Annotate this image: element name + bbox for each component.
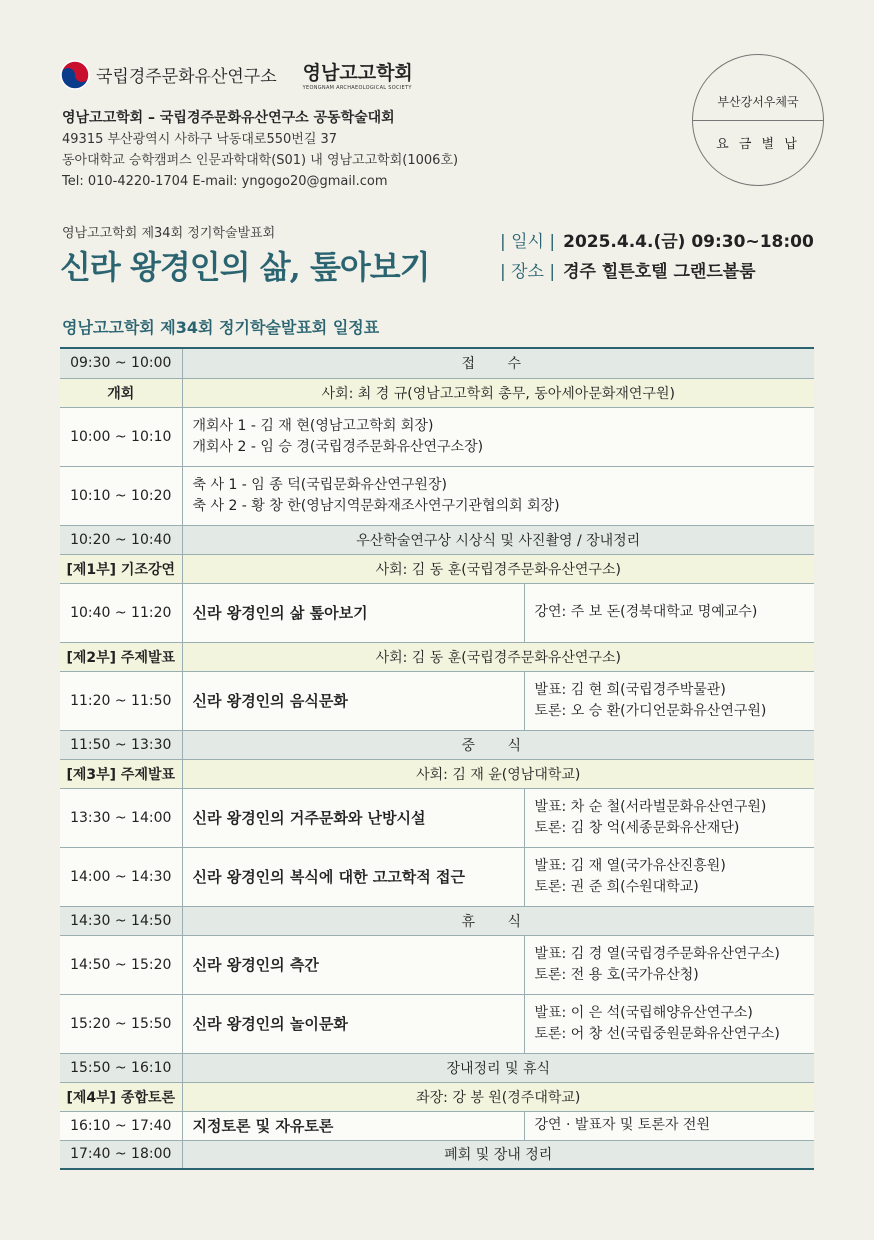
date-label: | 일시 | — [500, 232, 556, 252]
event-cell: 사회: 김 재 윤(영남대학교) — [182, 759, 814, 788]
person-line: 강연: 주 보 돈(경북대학교 명예교수) — [534, 604, 758, 620]
people-cell — [524, 847, 814, 906]
people-cell — [524, 1111, 814, 1140]
stamp-fee: 요 금 별 납 — [716, 137, 800, 152]
time-cell: 10:40 ~ 11:20 — [60, 583, 182, 642]
schedule-title: 영남고고학회 제34회 정기학술발표회 일정표 — [62, 318, 380, 337]
schedule-row — [60, 994, 814, 1053]
topic-cell: 신라 왕경인의 거주문화와 난방시설 — [182, 788, 524, 847]
speech-line: 축 사 1 - 임 종 덕(국립문화유산연구원장) — [192, 476, 447, 493]
speech-cell — [182, 466, 814, 525]
schedule-row — [60, 554, 814, 583]
speech-line: 개회사 2 - 임 승 경(국립경주문화유산연구소장) — [192, 438, 484, 455]
person-line: 토론: 오 승 환(가디언문화유산연구원) — [534, 702, 767, 719]
session-label: [제3부] 주제발표 — [60, 759, 182, 788]
person-line: 발표: 김 현 희(국립경주박물관) — [534, 681, 726, 698]
stamp-divider — [693, 120, 823, 121]
event-cell: 사회: 최 경 규(영남고고학회 총무, 동아세아문화재연구원) — [182, 378, 814, 407]
place-value: 경주 힐튼호텔 그랜드볼룸 — [563, 262, 756, 282]
time-cell: 11:50 ~ 13:30 — [60, 730, 182, 759]
time-cell: 14:00 ~ 14:30 — [60, 847, 182, 906]
topic-cell: 신라 왕경인의 놀이문화 — [182, 994, 524, 1053]
schedule-row — [60, 1053, 814, 1082]
topic-cell: 지정토론 및 자유토론 — [182, 1111, 524, 1140]
place-label: | 장소 | — [500, 262, 556, 282]
stamp-post-office: 부산강서우체국 — [717, 95, 799, 109]
contact-line: Tel: 010-4220-1704 E-mail: yngogo20@gmail.com — [62, 174, 388, 189]
event-cell: 좌장: 강 봉 원(경주대학교) — [182, 1082, 814, 1111]
schedule-row — [60, 583, 814, 642]
speech-line: 축 사 2 - 황 창 한(영남지역문화재조사연구기관협의회 회장) — [192, 497, 560, 514]
event-date-row — [500, 227, 814, 257]
people-cell — [524, 994, 814, 1053]
event-cell: 폐회 및 장내 정리 — [182, 1140, 814, 1169]
person-line: 토론: 권 준 희(수원대학교) — [534, 878, 699, 895]
topic-cell: 신라 왕경인의 삶 톺아보기 — [182, 583, 524, 642]
time-cell: 15:20 ~ 15:50 — [60, 994, 182, 1053]
date-value: 2025.4.4.(금) 09:30~18:00 — [563, 232, 814, 252]
session-label: [제1부] 기조강연 — [60, 554, 182, 583]
time-cell: 14:50 ~ 15:20 — [60, 935, 182, 994]
time-cell: 11:20 ~ 11:50 — [60, 671, 182, 730]
people-cell — [524, 788, 814, 847]
logo-row — [60, 58, 413, 91]
topic-cell: 신라 왕경인의 복식에 대한 고고학적 접근 — [182, 847, 524, 906]
schedule-row — [60, 847, 814, 906]
org2-name: 영남고고학회 — [302, 62, 413, 84]
sender-address — [62, 108, 458, 192]
schedule-row — [60, 759, 814, 788]
person-line: 발표: 김 경 열(국립경주문화유산연구소) — [534, 945, 780, 962]
sender-name: 영남고고학회 – 국립경주문화유산연구소 공동학술대회 — [62, 110, 395, 126]
taegeuk-emblem-icon — [60, 60, 90, 90]
org2-logo — [303, 58, 413, 91]
schedule-row — [60, 642, 814, 671]
time-cell: 10:10 ~ 10:20 — [60, 466, 182, 525]
event-cell: 사회: 김 동 훈(국립경주문화유산연구소) — [182, 642, 814, 671]
schedule-row — [60, 407, 814, 466]
event-cell: 사회: 김 동 훈(국립경주문화유산연구소) — [182, 554, 814, 583]
event-cell: 중 식 — [182, 730, 814, 759]
session-label: [제4부] 종합토론 — [60, 1082, 182, 1111]
people-cell — [524, 935, 814, 994]
person-line: 발표: 이 은 석(국립해양유산연구소) — [534, 1004, 753, 1021]
time-cell: 14:30 ~ 14:50 — [60, 906, 182, 935]
event-cell: 우산학술연구상 시상식 및 사진촬영 / 장내정리 — [182, 525, 814, 554]
schedule-row — [60, 671, 814, 730]
person-line: 토론: 어 창 선(국립중원문화유산연구소) — [534, 1025, 780, 1042]
org2-subname: YEONGNAM ARCHAEOLOGICAL SOCIETY — [302, 85, 412, 91]
time-cell: 10:00 ~ 10:10 — [60, 407, 182, 466]
schedule-row — [60, 788, 814, 847]
person-line: 발표: 김 재 열(국가유산진흥원) — [534, 857, 726, 874]
schedule-row — [60, 466, 814, 525]
schedule-row — [60, 730, 814, 759]
time-cell: 09:30 ~ 10:00 — [60, 348, 182, 378]
time-cell: 15:50 ~ 16:10 — [60, 1053, 182, 1082]
people-cell — [524, 583, 814, 642]
event-cell: 접 수 — [182, 348, 814, 378]
schedule-table — [60, 347, 814, 1170]
event-cell: 장내정리 및 휴식 — [182, 1053, 814, 1082]
topic-cell: 신라 왕경인의 음식문화 — [182, 671, 524, 730]
schedule-row — [60, 378, 814, 407]
time-cell: 17:40 ~ 18:00 — [60, 1140, 182, 1169]
person-line: 토론: 김 창 억(세종문화유산재단) — [534, 819, 740, 836]
time-cell: 13:30 ~ 14:00 — [60, 788, 182, 847]
event-info — [500, 227, 814, 287]
schedule-row — [60, 1111, 814, 1140]
schedule-row — [60, 1082, 814, 1111]
schedule-row — [60, 906, 814, 935]
event-cell: 휴 식 — [182, 906, 814, 935]
speech-cell — [182, 407, 814, 466]
person-line: 토론: 전 용 호(국가유산청) — [534, 966, 699, 983]
address-line-1: 49315 부산광역시 사하구 낙동대로550번길 37 — [62, 132, 338, 147]
person-line: 발표: 차 순 철(서라벌문화유산연구원) — [534, 798, 767, 815]
schedule-row — [60, 348, 814, 378]
schedule-row — [60, 1140, 814, 1169]
address-line-2: 동아대학교 승학캠퍼스 인문과학대학(S01) 내 영남고고학회(1006호) — [62, 153, 459, 168]
event-place-row — [500, 257, 814, 287]
people-cell — [524, 671, 814, 730]
topic-cell: 신라 왕경인의 측간 — [182, 935, 524, 994]
time-cell: 10:20 ~ 10:40 — [60, 525, 182, 554]
session-label: [제2부] 주제발표 — [60, 642, 182, 671]
schedule-row — [60, 935, 814, 994]
event-title: 신라 왕경인의 삶, 톺아보기 — [60, 248, 430, 286]
speech-line: 개회사 1 - 김 재 현(영남고고학회 회장) — [192, 417, 434, 434]
event-subtitle: 영남고고학회 제34회 정기학술발표회 — [62, 226, 276, 241]
schedule-row — [60, 525, 814, 554]
time-cell: 16:10 ~ 17:40 — [60, 1111, 182, 1140]
org1-name: 국립경주문화유산연구소 — [96, 67, 277, 87]
person-line: 강연 · 발표자 및 토론자 전원 — [534, 1117, 710, 1133]
session-label: 개회 — [60, 378, 182, 407]
postage-stamp — [692, 54, 824, 186]
